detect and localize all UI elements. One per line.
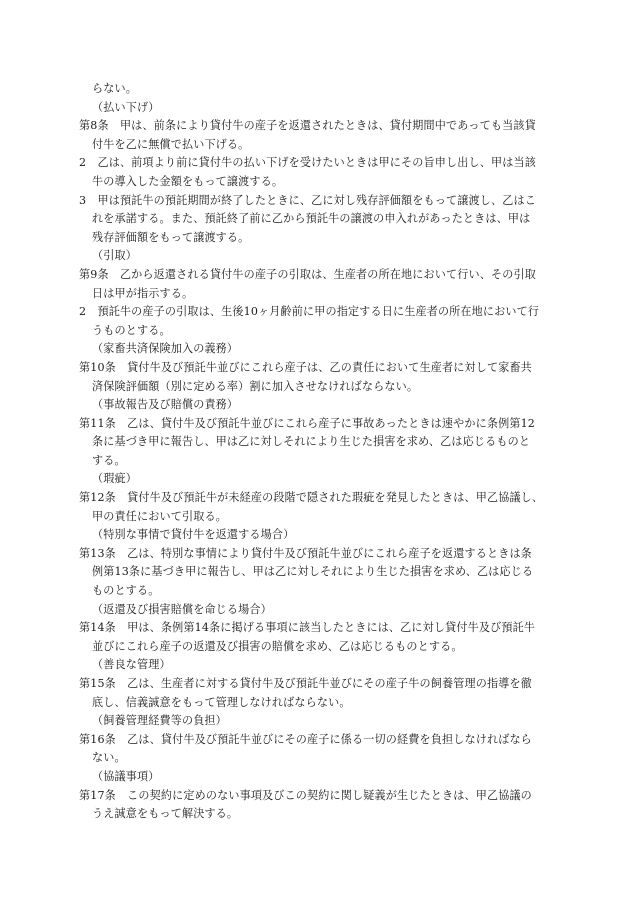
- text-line: する。: [92, 453, 126, 467]
- article-line: 第10条 貸付牛及び預託牛並びにこれら産子は、乙の責任において生産者に対して家畜共: [79, 360, 532, 374]
- section-heading: （善良な管理）: [92, 658, 171, 672]
- clause-line: 2 乙は、前項より前に貸付牛の払い下げを受けたいときは甲にその旨申し出し、甲は当該: [79, 156, 536, 170]
- text-line: 甲の責任において引取る。: [92, 509, 227, 523]
- section-heading: （引取）: [92, 249, 137, 263]
- text-line: 残存評価額をもって譲渡する。: [92, 230, 250, 244]
- text-line: 済保険評価額（別に定める率）割に加入させなければならない。: [92, 379, 419, 393]
- text-line: 日は甲が指示する。: [92, 286, 194, 300]
- section-heading: （特別な事情で貸付牛を返還する場合）: [92, 528, 295, 542]
- text-line: うえ誠意をもって解決する。: [92, 807, 239, 821]
- text-line: 例第13条に基づき甲に報告し、甲は乙に対しそれにより生じた損害を求め、乙は応じる: [92, 565, 534, 579]
- section-heading: （事故報告及び賠償の責務）: [92, 398, 239, 412]
- text-line: ない。: [92, 751, 126, 765]
- text-line: うものとする。: [92, 323, 171, 337]
- text-line: 底し、信義誠意をもって管理しなければならない。: [92, 695, 351, 709]
- text-line: ものとする。: [92, 584, 160, 598]
- section-heading: （家畜共済保険加入の義務）: [92, 342, 239, 356]
- section-heading: （協議事項）: [92, 769, 160, 783]
- article-line: 第12条 貸付牛及び預託牛が未経産の段階で隠された瑕疵を発見したときは、甲乙協議し、: [79, 491, 544, 505]
- section-heading: （飼養管理経費等の負担）: [92, 714, 227, 728]
- article-line: 第15条 乙は、生産者に対する貸付牛及び預託牛並びにその産子牛の飼養管理の指導を徹: [79, 677, 532, 690]
- text-line: 並びにこれら産子の返還及び損害の賠償を求め、乙は応じるものとする。: [92, 639, 463, 653]
- article-line: 第11条 乙は、貸付牛及び預託牛並びにこれら産子に事故あったときは速やかに条例第12: [79, 416, 535, 430]
- article-line: 第16条 乙は、貸付牛及び預託牛並びにその産子に係る一切の経費を負担しなければなら: [79, 732, 532, 746]
- article-line: 第8条 甲は、前条により貸付牛の産子を返還されたときは、貸付期間中であっても当該貸: [79, 119, 536, 133]
- article-line: 第13条 乙は、特別な事情により貸付牛及び預託牛並びにこれら産子を返還するときは条: [79, 546, 532, 560]
- section-heading: （払い下げ）: [92, 100, 160, 114]
- article-line: 第17条 この契約に定めのない事項及びこの契約に関し疑義が生じたときは、甲乙協議の: [79, 788, 532, 802]
- text-line: らない。: [92, 82, 137, 95]
- article-line: 第9条 乙から返還される貸付牛の産子の引取は、生産者の所在地において行い、その引取: [79, 267, 536, 281]
- text-line: れを承諾する。また、預託終了前に乙から預託牛の譲渡の申入れがあったときは、甲は: [92, 212, 531, 226]
- clause-line: 2 預託牛の産子の引取は、生後10ヶ月齢前に甲の指定する日に生産者の所在地において行: [79, 305, 540, 319]
- document-body: [79, 80, 553, 824]
- section-heading: （返還及び損害賠償を命じる場合）: [92, 602, 272, 616]
- text-line: 条に基づき甲に報告し、甲は乙に対しそれにより生じた損害を求め、乙は応じるものと: [92, 435, 531, 449]
- text-line: 付牛を乙に無償で払い下げる。: [92, 137, 250, 151]
- article-line: 第14条 甲は、条例第14条に掲げる事項に該当したときには、乙に対し貸付牛及び預託牛: [79, 621, 536, 635]
- clause-line: 3 甲は預託牛の預託期間が終了したときに、乙に対し残存評価額をもって譲渡し、乙はこ: [79, 193, 536, 207]
- text-line: 牛の導入した金額をもって譲渡する。: [92, 174, 284, 188]
- section-heading: （瑕疵）: [92, 472, 137, 486]
